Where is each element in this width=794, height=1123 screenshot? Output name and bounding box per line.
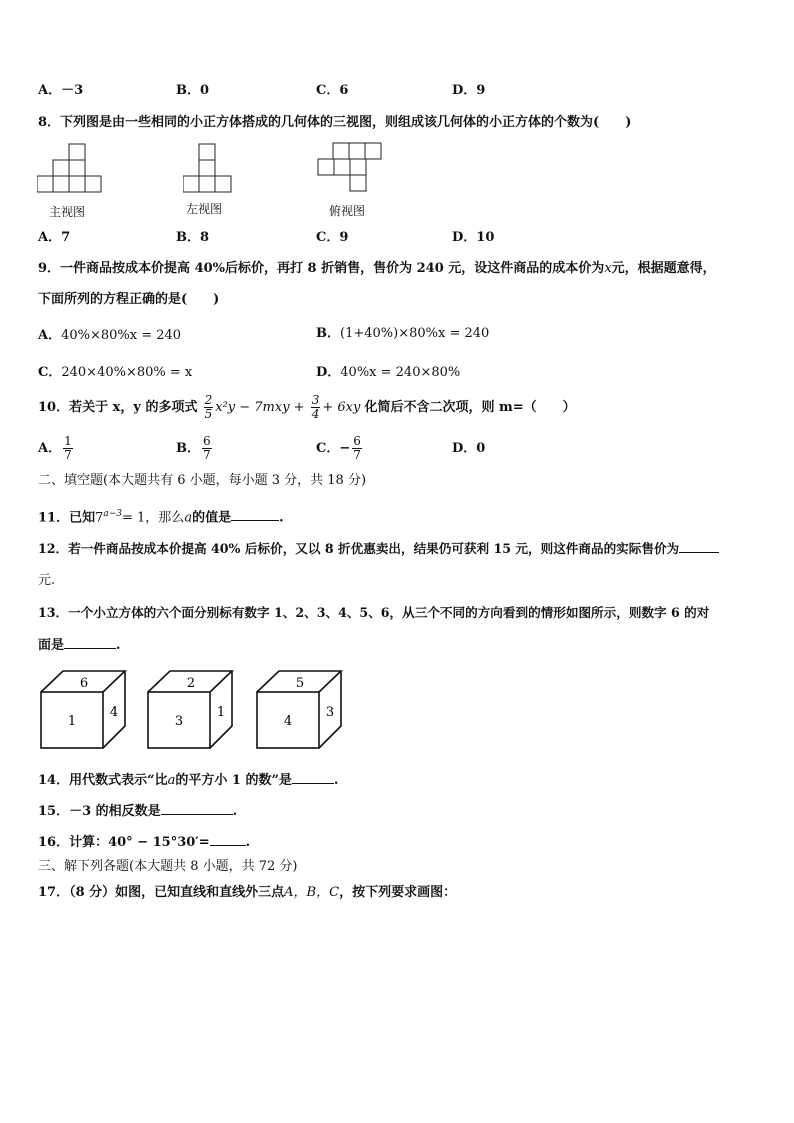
- q16-end: .: [245, 835, 251, 850]
- q9-line2: 下面所列的方程正确的是( ): [38, 292, 220, 307]
- q17-prefix: 17．（8 分）如图，已知直线和直线外三点: [38, 885, 285, 900]
- q10-option-b-fraction: [202, 435, 212, 462]
- q8-front-view-caption: 主视图: [49, 205, 86, 219]
- q10-option-c-denominator: 7: [353, 448, 361, 462]
- q13-cube-3-right: 3: [325, 705, 335, 720]
- q15-end: .: [232, 804, 238, 819]
- q17-line: [38, 884, 456, 902]
- q10-option-a-denominator: 7: [64, 448, 72, 462]
- q9-option-c: [38, 364, 192, 382]
- q10-frac1-numerator: 2: [204, 393, 213, 407]
- q15-prefix: 15．－3 的相反数是: [38, 804, 161, 819]
- q9-option-a: [38, 327, 181, 345]
- q11-base: 7: [95, 510, 104, 526]
- q13-cube-2-front: 3: [174, 714, 184, 729]
- q14-line: [38, 771, 338, 790]
- q10-option-b-numerator: 6: [203, 434, 211, 448]
- q9-option-c-equation: 240×40%×80% = x: [61, 365, 193, 380]
- q10-option-c: [316, 434, 364, 464]
- q10-term1: x²y − 7mxy +: [215, 400, 305, 415]
- q11-suffix: 的值是: [192, 510, 232, 526]
- q8-left-view-figure: [183, 143, 235, 195]
- q10-option-b: [176, 434, 214, 464]
- q10-option-c-fraction: [352, 435, 362, 462]
- q13-cube-2: [145, 668, 237, 752]
- q9-option-d-equation: 40%x = 240×80%: [340, 365, 461, 380]
- q12-answer-blank[interactable]: [679, 540, 719, 553]
- q8-option-d: D．10: [452, 230, 495, 245]
- q9-variable-x: x: [604, 261, 612, 276]
- q14-answer-blank[interactable]: [292, 771, 334, 784]
- q9-line1-text-a: 9．一件商品按成本价提高 40%后标价，再打 8 折销售，售价为 240 元，设这件商品的成本价为: [38, 261, 605, 276]
- q8-front-view-figure: [37, 143, 107, 195]
- section3-heading: 三、解下列各题(本大题共 8 小题，共 72 分): [38, 859, 298, 874]
- q11-line: [38, 505, 284, 527]
- q10-frac2-numerator: 3: [311, 393, 320, 407]
- q13-cube-1-right: 4: [109, 705, 119, 720]
- q10-fraction-3-4: [311, 394, 321, 421]
- q11-exponent: a−3: [103, 509, 123, 519]
- q13-cube-1: [38, 668, 130, 752]
- q9-option-a-label: A．: [38, 328, 62, 343]
- q16-line: [38, 833, 250, 852]
- q8-option-a: A．7: [38, 230, 71, 245]
- q15-answer-blank[interactable]: [161, 802, 233, 815]
- q14-suffix: 的平方小 1 的数”是: [175, 773, 292, 788]
- q10-option-c-numerator: 6: [353, 434, 361, 448]
- q13-end: .: [116, 638, 121, 653]
- q11-variable-a: a: [184, 510, 193, 526]
- q17-suffix: ，按下列要求画图：: [339, 885, 457, 900]
- q7-option-d: D．9: [452, 83, 486, 98]
- q13-line2: [38, 636, 121, 655]
- q9-line1-text-b: 元，根据题意得，: [611, 261, 716, 276]
- q10-option-d: D．0: [452, 441, 486, 456]
- q11-prefix: 11．已知: [38, 510, 96, 526]
- q10-option-a-fraction: [63, 435, 73, 462]
- q13-cube-2-top: 2: [186, 676, 196, 691]
- q10-term2: + 6xy: [322, 400, 361, 415]
- q7-option-a: A．－3: [38, 83, 84, 98]
- q13-cube-3: [254, 668, 346, 752]
- q14-variable-a: a: [167, 773, 176, 788]
- q12-line2: 元.: [38, 573, 56, 588]
- q9-line1: [38, 260, 716, 278]
- q10-option-b-denominator: 7: [203, 448, 211, 462]
- q9-option-c-label: C．: [38, 365, 62, 380]
- q11-end: .: [279, 510, 284, 526]
- q10-option-a-numerator: 1: [64, 434, 72, 448]
- q7-option-b: B．0: [176, 83, 210, 98]
- q13-cube-3-front: 4: [283, 714, 293, 729]
- q13-cube-2-right: 1: [216, 705, 226, 720]
- q13-line2-text: 面是: [38, 638, 65, 653]
- q9-option-d-label: D．: [316, 365, 341, 380]
- q15-line: [38, 802, 237, 821]
- q10-option-a: [38, 434, 75, 464]
- q16-answer-blank[interactable]: [210, 833, 246, 846]
- q9-option-d: [316, 364, 460, 382]
- q13-cube-1-top: 6: [79, 676, 89, 691]
- q13-cube-3-top: 5: [295, 676, 305, 691]
- q11-answer-blank[interactable]: [231, 508, 279, 521]
- q10-frac2-denominator: 4: [311, 407, 320, 421]
- q10-stem: [38, 393, 576, 423]
- q8-left-view-caption: 左视图: [186, 202, 223, 216]
- q8-top-view-figure: [317, 142, 387, 196]
- q13-answer-blank[interactable]: [64, 636, 116, 649]
- q10-fraction-2-5: [204, 394, 214, 421]
- q9-option-b-label: B．: [316, 326, 340, 341]
- q13-cube-1-front: 1: [67, 714, 77, 729]
- q10-frac1-denominator: 5: [204, 407, 213, 421]
- q10-option-b-label: B．: [176, 441, 200, 456]
- q7-option-c: C．6: [316, 83, 349, 98]
- q9-option-b: [316, 325, 489, 343]
- q9-option-a-equation: 40%×80%x = 240: [61, 328, 182, 343]
- q8-option-b: B．8: [176, 230, 210, 245]
- q8-option-c: C．9: [316, 230, 349, 245]
- q14-end: .: [333, 773, 339, 788]
- q10-option-a-label: A．: [38, 441, 62, 456]
- q11-mid: = 1，那么: [122, 510, 185, 526]
- q12-text: 12．若一件商品按成本价提高 40% 后标价，又以 8 折优惠卖出，结果仍可获利 15 元，则这件商品的实际售价为: [38, 541, 680, 556]
- section2-heading: 二、填空题(本大题共有 6 小题，每小题 3 分，共 18 分): [38, 473, 367, 488]
- q8-stem: 8．下列图是由一些相同的小正方体搭成的几何体的三视图，则组成该几何体的小正方体的个数为( ): [38, 115, 632, 130]
- q10-option-c-label: C．−: [316, 441, 351, 456]
- q17-points: A，B，C: [284, 885, 340, 900]
- q10-prefix: 10．若关于 x，y 的多项式: [38, 400, 198, 415]
- q12-line1: [38, 540, 719, 558]
- q13-line1: 13．一个小立方体的六个面分别标有数字 1、2、3、4、5、6，从三个不同的方向看到的情形如图所示，则数字 6 的对: [38, 605, 710, 620]
- q16-prefix: 16．计算：40° − 15°30′=: [38, 835, 210, 850]
- q9-option-b-equation: (1+40%)×80%x = 240: [340, 326, 490, 341]
- q8-top-view-caption: 俯视图: [329, 204, 366, 218]
- q10-suffix: 化简后不含二次项，则 m=（ ）: [364, 400, 576, 415]
- q14-prefix: 14．用代数式表示“比: [38, 773, 168, 788]
